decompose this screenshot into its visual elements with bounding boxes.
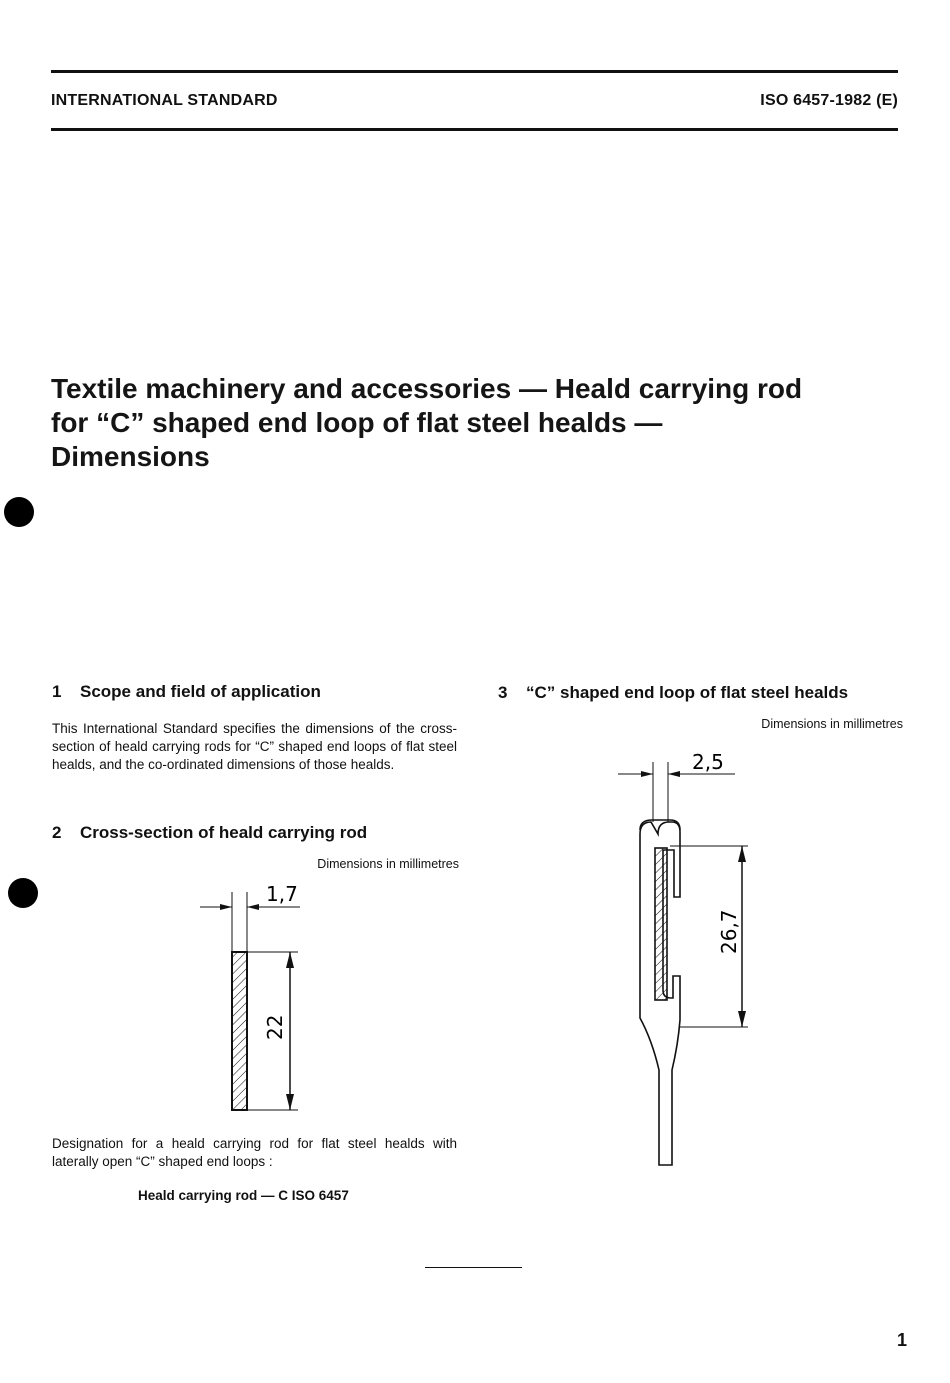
end-loop-figure (610, 740, 780, 1175)
page-number: 1 (897, 1330, 908, 1350)
rod-height-label: 22 (263, 1014, 287, 1040)
loop-height-label: 26,7 (717, 909, 741, 954)
header-bottom-rule (51, 128, 898, 131)
section-1-number: 1 (52, 682, 62, 701)
designation: Heald carrying rod — C ISO 6457 (138, 1188, 349, 1203)
section-2-title: Cross-section of heald carrying rod (80, 823, 368, 842)
section-3-dimensions-note: Dimensions in millimetres (761, 717, 903, 731)
loop-width-label: 2,5 (692, 750, 724, 774)
title-line-1: Textile machinery and accessories — Heald carrying rod (51, 373, 803, 404)
header-top-rule (51, 70, 898, 73)
title-line-2: for “C” shaped end loop of flat steel healds — (51, 407, 663, 438)
section-3-heading (498, 683, 848, 703)
section-3-title: “C” shaped end loop of flat steel healds (526, 683, 849, 702)
rod-width-label: 1,7 (266, 882, 298, 906)
margin-dot-top (4, 497, 34, 527)
section-2-heading (52, 823, 367, 843)
section-3-number: 3 (498, 683, 508, 702)
rod-in-loop (655, 848, 667, 1000)
section-1-text: This International Standard specifies the dimensions of the cross-section of heald carrying rods for “C” shaped end loops of flat steel healds, and the co-ordinated dimensions of those healds. (52, 721, 457, 772)
designation-text: Designation for a heald carrying rod for flat steel healds with laterally open “C” shaped end loops : (52, 1136, 457, 1169)
section-1-heading (52, 682, 321, 702)
section-1-title: Scope and field of application (80, 682, 321, 701)
footer-rule (425, 1267, 522, 1268)
rod-cross-section-figure (190, 872, 330, 1122)
title-line-3: Dimensions (51, 441, 210, 472)
document-title (51, 372, 911, 474)
header-standard-label: INTERNATIONAL STANDARD (51, 92, 278, 109)
margin-dot-bottom (8, 878, 38, 908)
header-standard-number: ISO 6457-1982 (E) (760, 92, 898, 109)
section-2-number: 2 (52, 823, 62, 842)
section-2-dimensions-note: Dimensions in millimetres (317, 857, 459, 871)
rod-section (232, 952, 247, 1110)
